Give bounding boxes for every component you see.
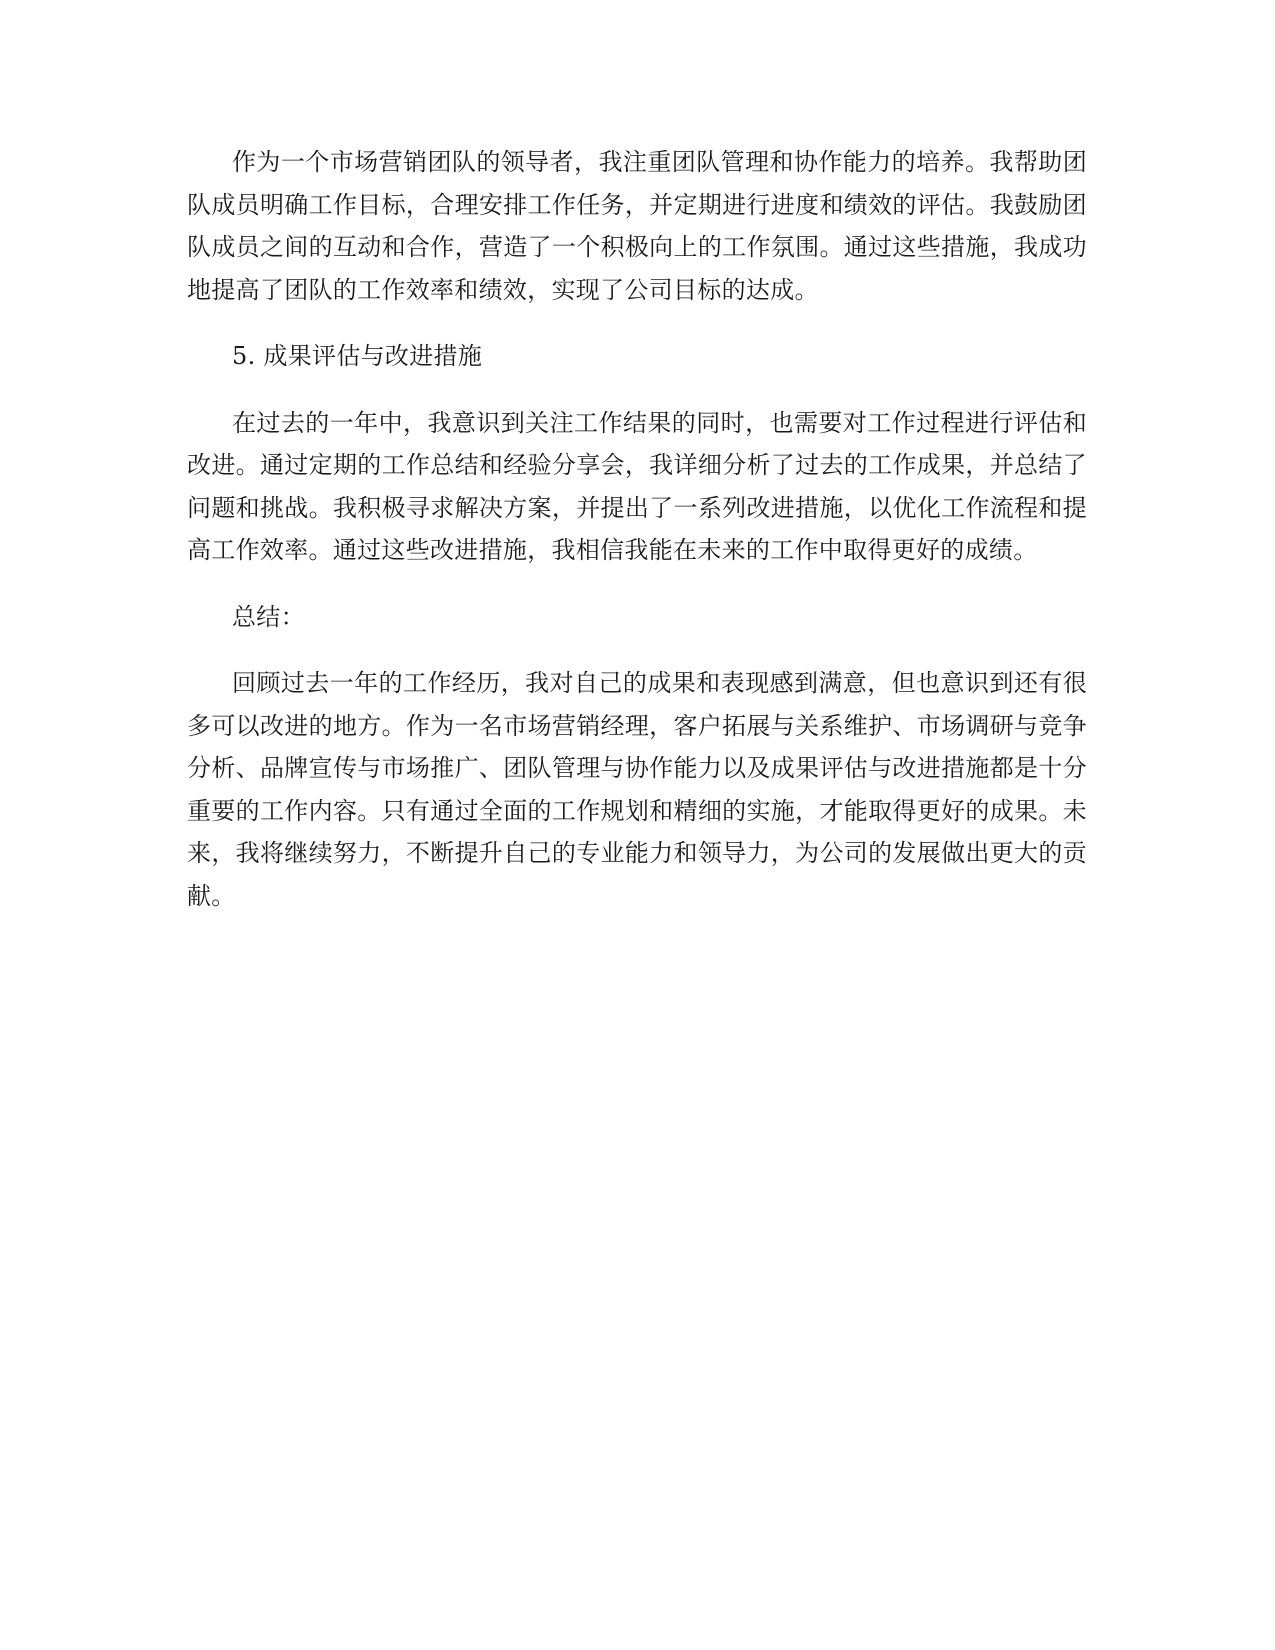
- paragraph-results-evaluation: 在过去的一年中，我意识到关注工作结果的同时，也需要对工作过程进行评估和改进。通过定期的工作总结和经验分享会，我详细分析了过去的工作成果，并总结了问题和挑战。我积极寻求解决方案，并提出了一系列改进措施，以优化工作流程和提高工作效率。通过这些改进措施，我相信我能在未来的工作中取得更好的成绩。: [187, 408, 1087, 564]
- document-body: [187, 141, 1087, 941]
- section-heading-results-evaluation: 5. 成果评估与改进措施: [232, 342, 483, 370]
- paragraph-team-management: 作为一个市场营销团队的领导者，我注重团队管理和协作能力的培养。我帮助团队成员明确工作目标，合理安排工作任务，并定期进行进度和绩效的评估。我鼓励团队成员之间的互动和合作，营造了一个积极向上的工作氛围。通过这些措施，我成功地提高了团队的工作效率和绩效，实现了公司目标的达成。: [187, 148, 1087, 304]
- section-heading-summary: 总结：: [232, 602, 305, 631]
- paragraph-summary: 回顾过去一年的工作经历，我对自己的成果和表现感到满意，但也意识到还有很多可以改进的地方。作为一名市场营销经理，客户拓展与关系维护、市场调研与竞争分析、品牌宣传与市场推广、团队管理与协作能力以及成果评估与改进措施都是十分重要的工作内容。只有通过全面的工作规划和精细的实施，才能取得更好的成果。未来，我将继续努力，不断提升自己的专业能力和领导力，为公司的发展做出更大的贡献。: [187, 669, 1087, 910]
